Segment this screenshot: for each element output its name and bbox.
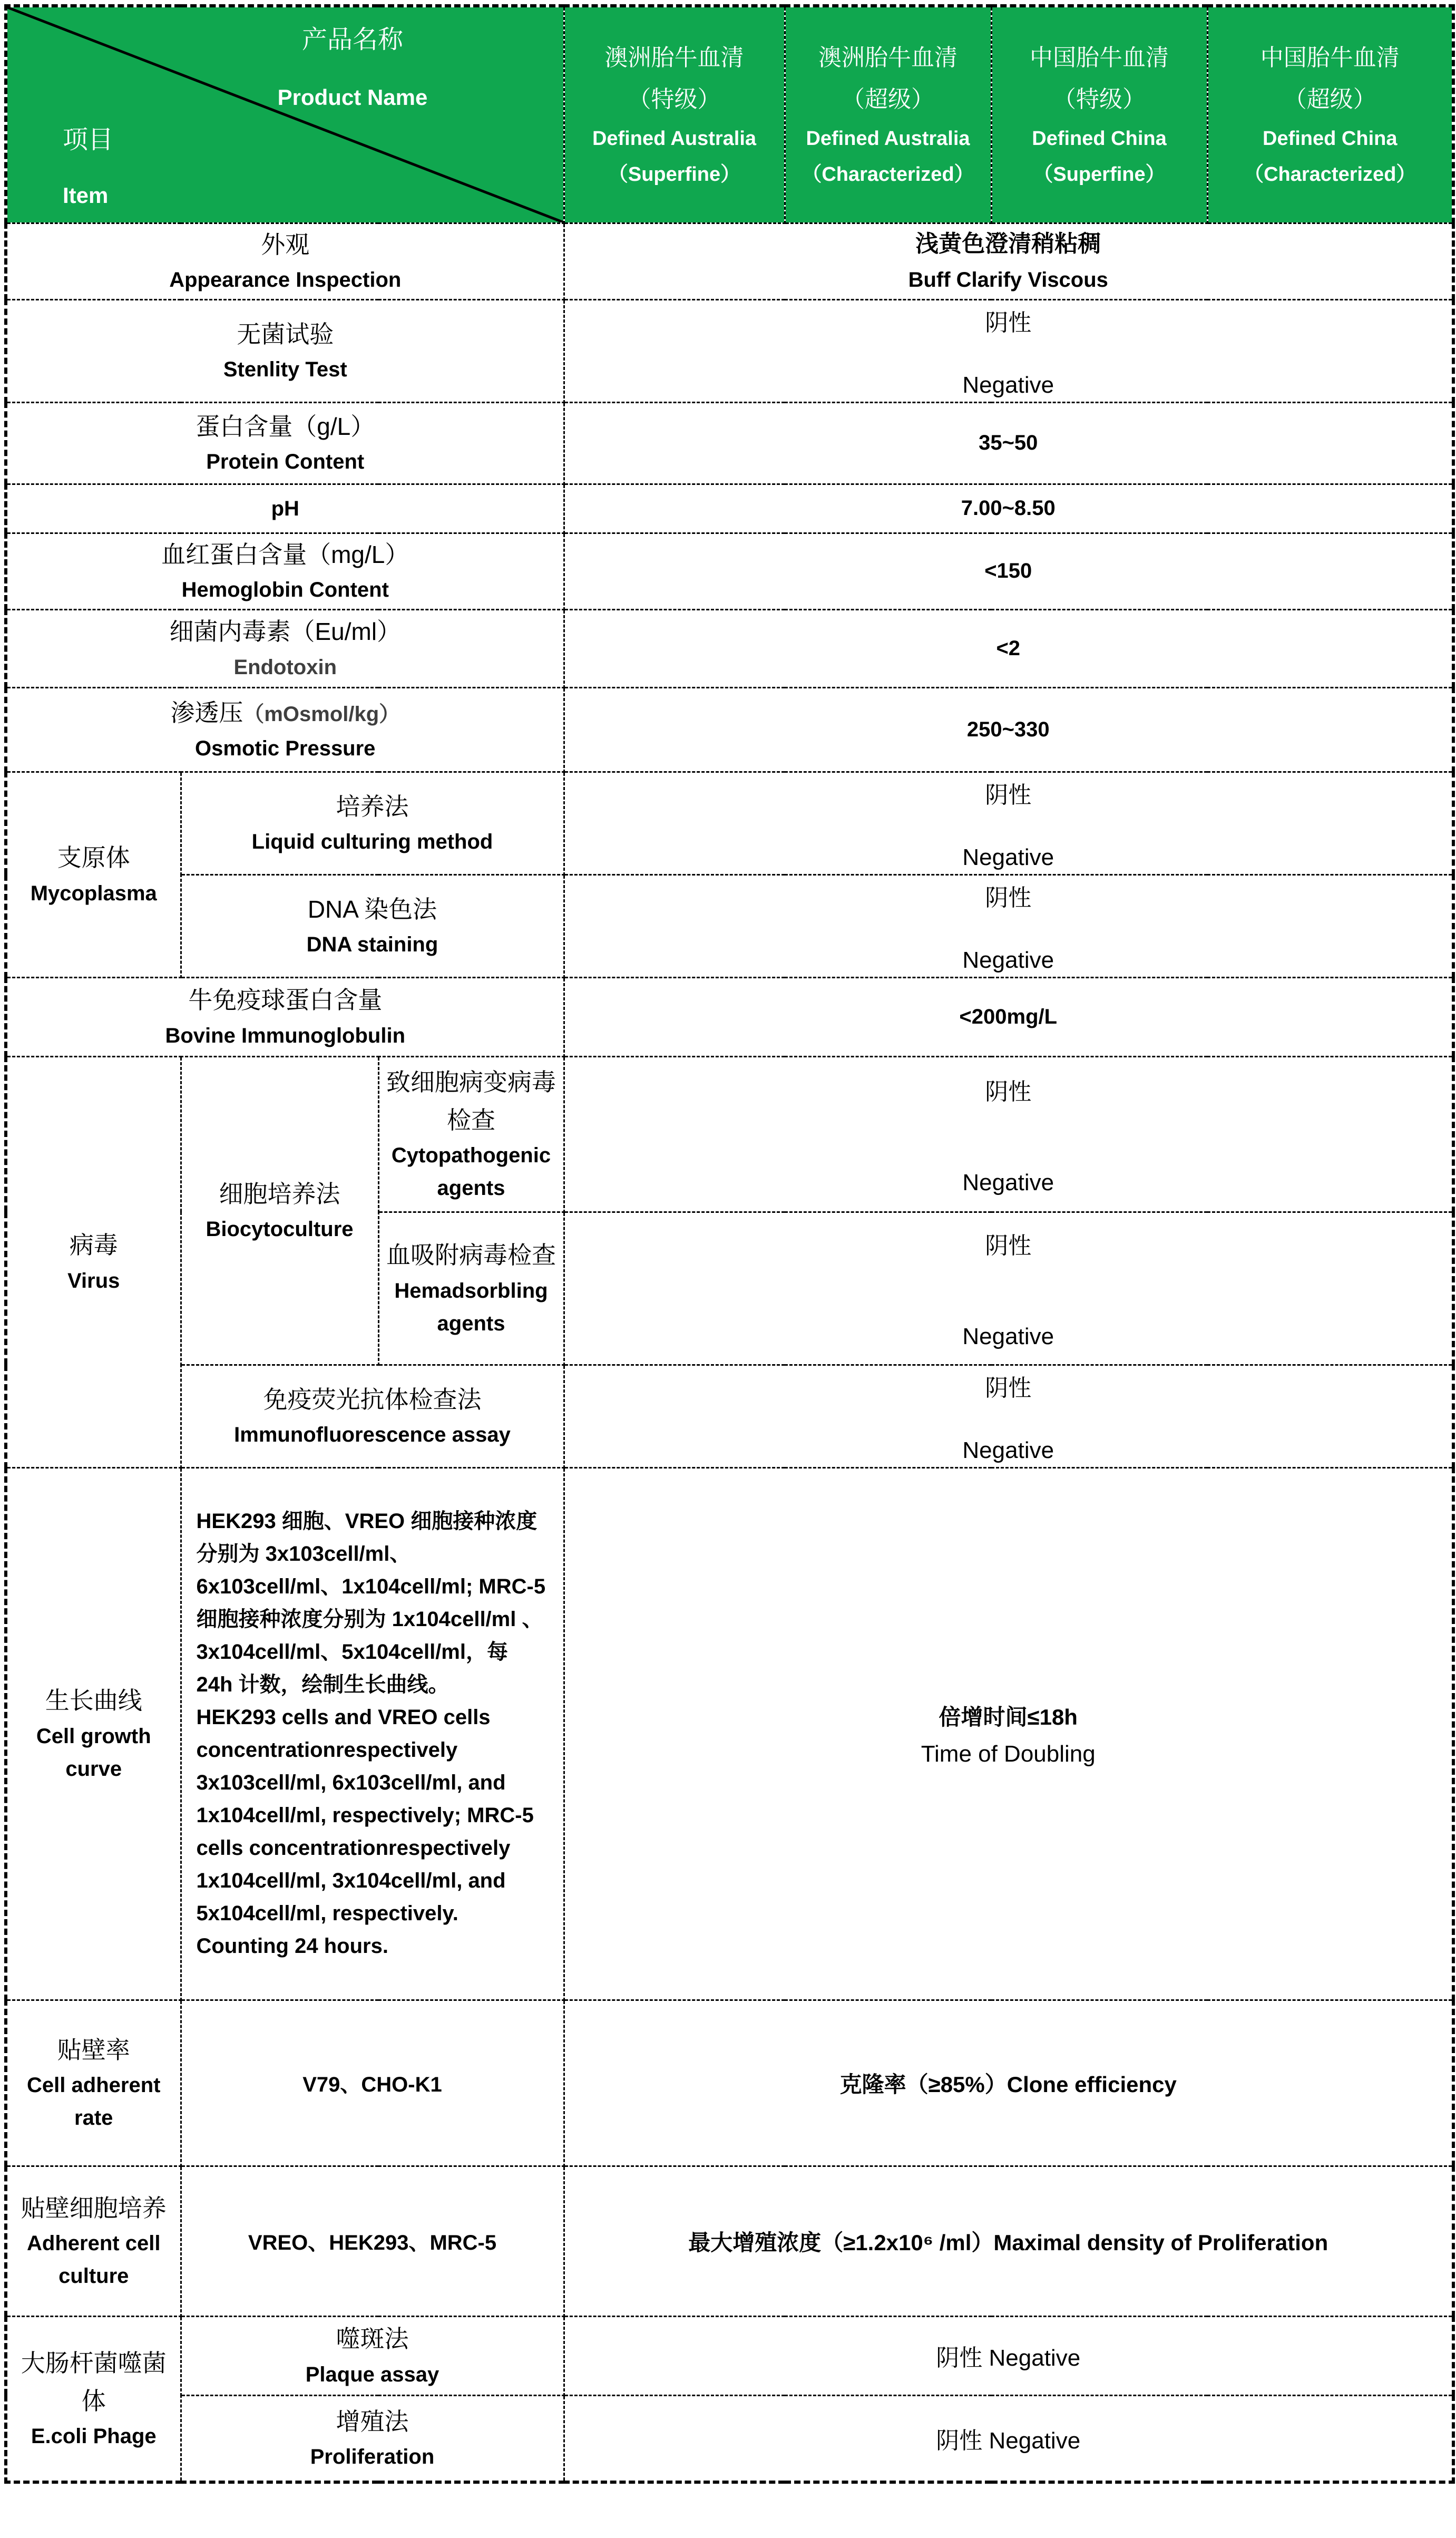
sterility-item-en: Stenlity Test bbox=[223, 358, 347, 382]
header-grade-en: （Characterized） bbox=[1244, 163, 1416, 186]
mycoplasma-dna-cell bbox=[181, 874, 564, 977]
biocytoculture-zh: 细胞培养法 bbox=[219, 1180, 340, 1208]
col-header-china-superfine bbox=[991, 6, 1207, 223]
growth-value-en: Time of Doubling bbox=[921, 1741, 1096, 1767]
endotoxin-item-cell bbox=[6, 609, 564, 687]
header-en: Defined China bbox=[1032, 127, 1167, 150]
adherent-culture-value-cell bbox=[564, 2166, 1453, 2316]
biocytoculture-en: Biocytoculture bbox=[206, 1218, 354, 1241]
adherent-culture-method-cell: VREO、HEK293、MRC-5 bbox=[181, 2166, 564, 2316]
row-osmotic bbox=[6, 687, 1453, 772]
protein-item-cell bbox=[6, 402, 564, 484]
mycoplasma-group-cell bbox=[6, 772, 181, 977]
mycoplasma-culturing-value-cell bbox=[564, 772, 1453, 874]
adherent-rate-zh: 贴壁率 bbox=[57, 2036, 130, 2064]
col-header-china-characterized bbox=[1207, 6, 1453, 223]
header-grade-en: （Characterized） bbox=[802, 163, 974, 186]
growth-method-en: HEK293 cells and VREO cells concentrationrespectively 3x103cell/ml, 6x103cell/ml, and 1x104cell/ml, respectively; MRC-5 cells concentrationrespectively 1x104cell/ml, 3x104cell/ml, and 5x104cell/ml, respectively. Counting 24 hours. bbox=[196, 1706, 534, 1958]
row-sterility bbox=[6, 299, 1453, 402]
virus-hemadsorbling-cell bbox=[378, 1212, 564, 1365]
appearance-item-zh: 外观 bbox=[261, 230, 310, 258]
immunofluorescence-value-zh: 阴性 bbox=[985, 1375, 1032, 1401]
phage-group-en: E.coli Phage bbox=[31, 2425, 157, 2448]
adherent-rate-item-cell bbox=[6, 2000, 181, 2166]
cytopathogenic-zh: 致细胞病变病毒检查 bbox=[386, 1068, 556, 1134]
hemadsorbling-zh: 血吸附病毒检查 bbox=[386, 1241, 556, 1269]
appearance-value-cell bbox=[564, 223, 1453, 299]
ph-value-cell: 7.00~8.50 bbox=[564, 484, 1453, 533]
growth-group-zh: 生长曲线 bbox=[45, 1687, 142, 1715]
endotoxin-value-cell: <2 bbox=[564, 609, 1453, 687]
ph-item-cell bbox=[6, 484, 564, 533]
mycoplasma-culturing-cell bbox=[181, 772, 564, 874]
row-endotoxin bbox=[6, 609, 1453, 687]
appearance-value-zh: 浅黄色澄清稍粘稠 bbox=[915, 231, 1101, 257]
hemoglobin-item-cell bbox=[6, 533, 564, 609]
hemoglobin-item-zh: 血红蛋白含量（mg/L） bbox=[161, 540, 409, 568]
header-grade-zh: （特级） bbox=[628, 86, 721, 113]
adherent-culture-en: Adherent cell culture bbox=[27, 2232, 161, 2288]
header-grade-zh: （超级） bbox=[1283, 86, 1376, 113]
growth-method-cell bbox=[181, 1467, 564, 2000]
growth-group-cell bbox=[6, 1467, 181, 2000]
proliferation-en: Proliferation bbox=[310, 2445, 435, 2469]
header-zh: 澳洲胎牛血清 bbox=[818, 45, 957, 71]
hemadsorbling-en: Hemadsorbling agents bbox=[394, 1279, 548, 1335]
endotoxin-item-en: Endotoxin bbox=[233, 655, 337, 679]
corner-product-zh: 产品名称 bbox=[301, 26, 403, 54]
immunoglobulin-item-cell bbox=[6, 977, 564, 1056]
dna-value-en: Negative bbox=[962, 947, 1054, 973]
virus-cytopathogenic-cell bbox=[378, 1056, 564, 1212]
row-hemoglobin bbox=[6, 533, 1453, 609]
header-en: Defined Australia bbox=[806, 127, 970, 150]
phage-group-zh: 大肠杆菌噬菌体 bbox=[21, 2349, 167, 2415]
virus-group-zh: 病毒 bbox=[69, 1231, 118, 1259]
adherent-culture-zh: 贴壁细胞培养 bbox=[21, 2194, 167, 2222]
hemoglobin-value-cell: <150 bbox=[564, 533, 1453, 609]
growth-value-zh: 倍增时间≤18h bbox=[939, 1705, 1078, 1729]
corner-item-label bbox=[63, 119, 113, 208]
dna-en: DNA staining bbox=[306, 933, 438, 957]
row-virus-cytopathogenic bbox=[6, 1056, 1453, 1212]
protein-item-zh: 蛋白含量（g/L） bbox=[196, 412, 375, 440]
header-grade-zh: （超级） bbox=[842, 86, 934, 113]
osmotic-item-en: Osmotic Pressure bbox=[195, 736, 376, 760]
corner-product-label bbox=[181, 19, 524, 110]
ph-item-label: pH bbox=[271, 497, 299, 520]
row-phage-plaque bbox=[6, 2316, 1453, 2395]
mycoplasma-dna-value-cell bbox=[564, 874, 1453, 977]
cytopathogenic-en: Cytopathogenic agents bbox=[391, 1143, 551, 1200]
virus-group-en: Virus bbox=[67, 1269, 120, 1292]
virus-group-cell bbox=[6, 1056, 181, 1467]
corner-item-zh: 项目 bbox=[63, 126, 114, 154]
phage-plaque-cell bbox=[181, 2316, 564, 2395]
virus-hemadsorbling-value-cell bbox=[564, 1212, 1453, 1365]
header-zh: 中国胎牛血清 bbox=[1260, 45, 1400, 71]
osmotic-item-unit: （mOsmol/kg） bbox=[243, 703, 400, 726]
sterility-item-zh: 无菌试验 bbox=[237, 320, 334, 348]
virus-cytopathogenic-value-cell bbox=[564, 1056, 1453, 1212]
adherent-rate-en: Cell adherent rate bbox=[27, 2074, 161, 2130]
row-phage-proliferation bbox=[6, 2395, 1453, 2482]
plaque-en: Plaque assay bbox=[305, 2362, 439, 2386]
header-en: Defined China bbox=[1263, 127, 1398, 150]
row-virus-immunofluorescence bbox=[6, 1365, 1453, 1467]
immunofluorescence-en: Immunofluorescence assay bbox=[234, 1423, 511, 1447]
cytopathogenic-value-en: Negative bbox=[962, 1169, 1054, 1195]
cytopathogenic-value-zh: 阴性 bbox=[985, 1078, 1032, 1105]
col-header-australia-characterized bbox=[785, 6, 991, 223]
hemoglobin-item-en: Hemoglobin Content bbox=[181, 578, 389, 602]
immunofluorescence-zh: 免疫荧光抗体检查法 bbox=[263, 1385, 482, 1413]
mycoplasma-group-en: Mycoplasma bbox=[30, 881, 157, 905]
header-en: Defined Australia bbox=[592, 127, 757, 150]
immunoglobulin-item-zh: 牛免疫球蛋白含量 bbox=[188, 986, 383, 1014]
virus-biocytoculture-cell bbox=[181, 1056, 378, 1365]
adherent-culture-value: 最大增殖浓度（≥1.2x10⁶ /ml）Maximal density of Proliferation bbox=[688, 2230, 1328, 2255]
adherent-rate-value: 克隆率（≥85%）Clone efficiency bbox=[839, 2072, 1177, 2097]
header-grade-zh: （特级） bbox=[1053, 86, 1146, 113]
growth-method-zh: HEK293 细胞、VREO 细胞接种浓度分别为 3x103cell/ml、6x103cell/ml、1x104cell/ml; MRC-5 细胞接种浓度分别为 1x104cell/ml 、3x104cell/ml、5x104cell/ml，每 24h 计数，绘制生长曲线。 bbox=[196, 1510, 546, 1696]
header-zh: 中国胎牛血清 bbox=[1030, 45, 1169, 71]
row-adherent-culture bbox=[6, 2166, 1453, 2316]
hemadsorbling-value-zh: 阴性 bbox=[985, 1233, 1032, 1259]
header-grade-en: （Superfine） bbox=[1033, 163, 1166, 186]
sterility-value-en: Negative bbox=[962, 372, 1054, 398]
phage-proliferation-cell bbox=[181, 2395, 564, 2482]
header-zh: 澳洲胎牛血清 bbox=[604, 45, 744, 71]
sterility-value-cell bbox=[564, 299, 1453, 402]
growth-group-en: Cell growth curve bbox=[36, 1724, 151, 1781]
col-header-australia-superfine bbox=[564, 6, 785, 223]
culturing-value-zh: 阴性 bbox=[985, 782, 1032, 808]
endotoxin-item-zh: 细菌内毒素（Eu/ml） bbox=[169, 618, 402, 646]
virus-immunofluorescence-cell bbox=[181, 1365, 564, 1467]
virus-immunofluorescence-value-cell bbox=[564, 1365, 1453, 1467]
culturing-en: Liquid culturing method bbox=[251, 830, 493, 854]
hemadsorbling-value-en: Negative bbox=[962, 1324, 1054, 1349]
phage-proliferation-value-cell: 阴性 Negative bbox=[564, 2395, 1453, 2482]
sterility-value-zh: 阴性 bbox=[985, 309, 1032, 336]
corner-product-en: Product Name bbox=[277, 85, 428, 110]
culturing-value-en: Negative bbox=[962, 844, 1054, 870]
row-growth-curve bbox=[6, 1467, 1453, 2000]
sterility-item-cell bbox=[6, 299, 564, 402]
immunoglobulin-item-en: Bovine Immunoglobulin bbox=[165, 1024, 406, 1047]
plaque-zh: 噬斑法 bbox=[336, 2325, 409, 2353]
culturing-zh: 培养法 bbox=[336, 792, 409, 820]
row-mycoplasma-culturing bbox=[6, 772, 1453, 874]
osmotic-item-zh-line bbox=[11, 694, 560, 732]
phage-group-cell bbox=[6, 2316, 181, 2482]
adherent-culture-item-cell bbox=[6, 2166, 181, 2316]
row-mycoplasma-dna bbox=[6, 874, 1453, 977]
osmotic-item-zh: 渗透压 bbox=[170, 699, 243, 727]
product-spec-table bbox=[4, 4, 1455, 2484]
header-grade-en: （Superfine） bbox=[608, 163, 741, 186]
immunoglobulin-value-cell: <200mg/L bbox=[564, 977, 1453, 1056]
corner-item-en: Item bbox=[63, 183, 109, 208]
row-immunoglobulin bbox=[6, 977, 1453, 1056]
dna-zh: DNA 染色法 bbox=[307, 895, 437, 923]
appearance-item-en: Appearance Inspection bbox=[169, 268, 402, 292]
appearance-item-cell bbox=[6, 223, 564, 299]
immunofluorescence-value-en: Negative bbox=[962, 1437, 1054, 1463]
corner-header-cell bbox=[6, 6, 564, 223]
mycoplasma-group-zh: 支原体 bbox=[57, 844, 130, 872]
osmotic-item-cell bbox=[6, 687, 564, 772]
growth-value-cell bbox=[564, 1467, 1453, 2000]
protein-value-cell: 35~50 bbox=[564, 402, 1453, 484]
osmotic-value-cell: 250~330 bbox=[564, 687, 1453, 772]
adherent-rate-method-cell: V79、CHO-K1 bbox=[181, 2000, 564, 2166]
protein-item-en: Protein Content bbox=[206, 450, 365, 474]
row-adherent-rate bbox=[6, 2000, 1453, 2166]
header-row bbox=[6, 6, 1453, 223]
row-protein bbox=[6, 402, 1453, 484]
row-appearance bbox=[6, 223, 1453, 299]
phage-plaque-value-cell: 阴性 Negative bbox=[564, 2316, 1453, 2395]
proliferation-zh: 增殖法 bbox=[336, 2408, 409, 2436]
adherent-rate-value-cell bbox=[564, 2000, 1453, 2166]
row-ph bbox=[6, 484, 1453, 533]
appearance-value-en: Buff Clarify Viscous bbox=[908, 268, 1108, 291]
dna-value-zh: 阴性 bbox=[985, 884, 1032, 911]
